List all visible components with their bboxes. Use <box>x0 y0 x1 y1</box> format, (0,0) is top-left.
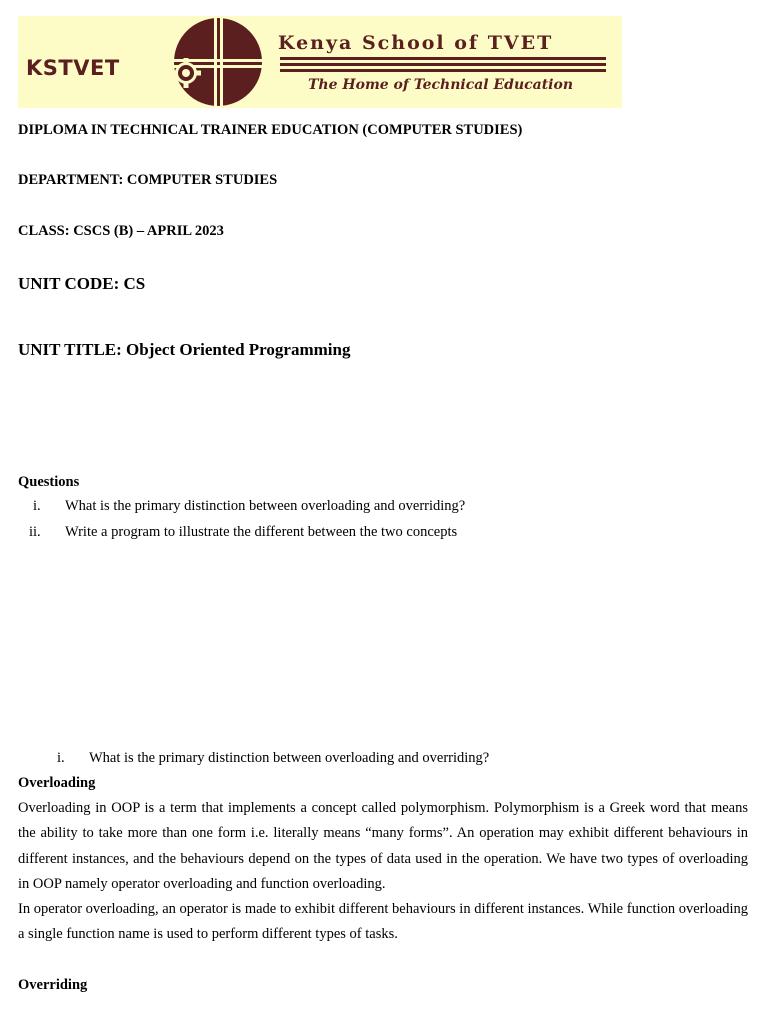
questions-heading: Questions <box>18 474 80 490</box>
answer-question-text: What is the primary distinction between overloading and overriding? <box>89 750 490 766</box>
department-line: DEPARTMENT: COMPUTER STUDIES <box>18 172 278 188</box>
question-text: What is the primary distinction between overloading and overriding? <box>65 498 466 514</box>
brand-tagline: The Home of Technical Education <box>308 77 574 93</box>
question-text: Write a program to illustrate the different between the two concepts <box>65 524 458 540</box>
school-logo-banner <box>18 16 622 108</box>
operator-overloading-paragraph: In operator overloading, an operator is made to exhibit different behaviours in different instances. While function overloading a single function name is used to perform different types of tasks. <box>18 901 748 943</box>
class-line: CLASS: CSCS (B) – APRIL 2023 <box>18 223 224 239</box>
brand-short-name: KSTVET <box>26 56 120 80</box>
overloading-heading: Overloading <box>18 775 96 791</box>
overriding-heading: Overriding <box>18 977 88 993</box>
unit-title: UNIT TITLE: Object Oriented Programming <box>18 340 351 359</box>
unit-code: UNIT CODE: CS <box>18 274 146 293</box>
question-number: ii. <box>29 524 41 540</box>
answer-question-number: i. <box>57 750 65 766</box>
question-number: i. <box>33 498 41 514</box>
brand-full-name: Kenya School of TVET <box>278 32 554 54</box>
program-title: DIPLOMA IN TECHNICAL TRAINER EDUCATION (COMPUTER STUDIES) <box>18 122 523 138</box>
overloading-paragraph: Overloading in OOP is a term that implements a concept called polymorphism. Polymorphism is a Greek word that means the ability to take more than one form i.e. literally means “many forms”. An operation may exhibit different behaviours in different instances, and the behaviours depend on the types of data used in the operation. We have two types of overloading in OOP namely operator overloading and function overloading. <box>18 800 748 892</box>
